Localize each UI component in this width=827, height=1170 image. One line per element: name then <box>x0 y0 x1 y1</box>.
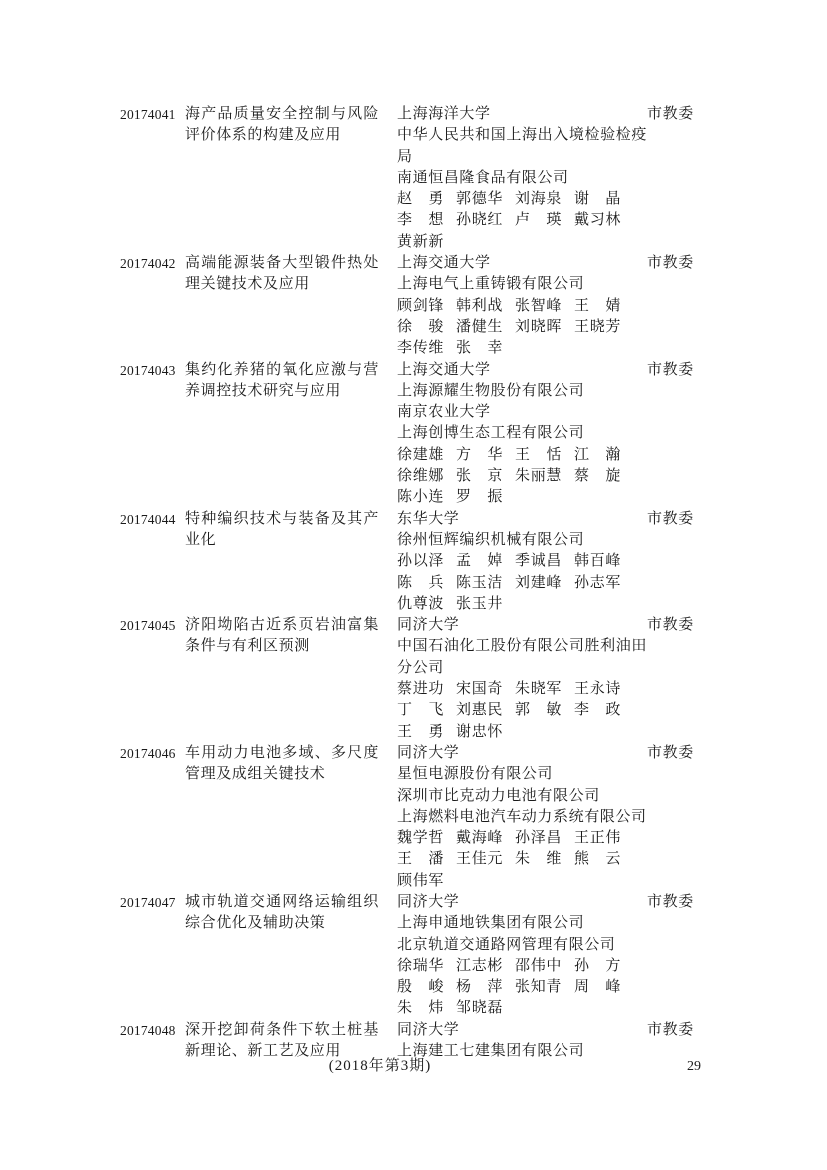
winner-name: 韩 百 峰 <box>574 553 621 570</box>
organization: 同济大学 <box>397 617 460 634</box>
winner-name: 邵 伟 中 <box>515 957 562 974</box>
entry-title: 济阳坳陷古近系页岩油富集条件与有利区预测 <box>185 617 379 655</box>
winner-name: 殷 峻 <box>397 979 444 996</box>
entry-id: 20174046 <box>120 745 176 761</box>
entry-recommender: 市教委 <box>647 744 694 761</box>
winner-name: 熊 云 <box>574 851 621 868</box>
winner-name: 顾 剑 锋 <box>397 297 444 314</box>
organization: 星恒电源股份有限公司 <box>397 766 554 783</box>
winners-row <box>397 487 647 508</box>
entry-organizations-and-winners <box>397 104 647 253</box>
organization: 深圳市比克动力电池有限公司 <box>397 787 600 804</box>
winner-name: 蔡 旋 <box>574 468 621 485</box>
winner-name: 孙 泽 昌 <box>515 830 562 847</box>
award-entry <box>120 743 695 892</box>
winners-row <box>397 573 647 594</box>
winner-name: 徐 维 娜 <box>397 468 444 485</box>
winner-name: 徐 骏 <box>397 318 444 335</box>
winner-name: 江 志 彬 <box>456 957 503 974</box>
winner-name: 陈 兵 <box>397 574 444 591</box>
organization: 上海燃料电池汽车动力系统有限公司 <box>397 808 647 825</box>
winner-name: 周 峰 <box>574 979 621 996</box>
winner-name: 仇 尊 波 <box>397 595 444 612</box>
winner-name: 王 永 诗 <box>574 681 621 698</box>
winner-name: 朱 炜 <box>397 1000 444 1017</box>
winner-name: 朱 丽 慧 <box>515 468 562 485</box>
organization: 上海申通地铁集团有限公司 <box>397 915 585 932</box>
entry-organizations-and-winners <box>397 253 647 359</box>
winner-name: 王 勇 <box>397 723 444 740</box>
winner-name: 陈 小 连 <box>397 489 444 506</box>
winner-name: 孙 以 泽 <box>397 553 444 570</box>
winner-name: 张 京 <box>456 468 503 485</box>
award-entry <box>120 892 695 1020</box>
winner-name: 孙 志 军 <box>574 574 621 591</box>
gazette-page <box>120 104 695 1062</box>
winner-name: 黄 新 新 <box>397 233 444 250</box>
winner-name: 魏 学 哲 <box>397 830 444 847</box>
winner-name: 潘 健 生 <box>456 318 503 335</box>
organization: 中华人民共和国上海出入境检验检疫局 <box>397 127 647 165</box>
entry-id: 20174042 <box>120 256 176 272</box>
entry-recommender: 市教委 <box>647 893 694 910</box>
winner-name: 王 潘 <box>397 851 444 868</box>
organization: 上海交通大学 <box>397 361 491 378</box>
winner-name: 王 佳 元 <box>456 851 503 868</box>
winner-name: 卢 瑛 <box>515 212 562 229</box>
winners-row <box>397 317 647 338</box>
entry-id: 20174048 <box>120 1022 176 1038</box>
entry-organizations-and-winners <box>397 743 647 892</box>
award-entry <box>120 509 695 615</box>
winner-name: 罗 振 <box>456 489 503 506</box>
winners-row <box>397 445 647 466</box>
winners-row <box>397 722 647 743</box>
organization: 同济大学 <box>397 1021 460 1038</box>
winner-name: 方 华 <box>456 446 503 463</box>
page-footer <box>120 1056 701 1078</box>
winners-row <box>397 296 647 317</box>
page-number: 29 <box>687 1059 701 1074</box>
winner-name: 刘 惠 民 <box>456 702 503 719</box>
winner-name: 戴 海 峰 <box>456 830 503 847</box>
entry-organizations-and-winners <box>397 615 647 743</box>
entry-id: 20174044 <box>120 511 176 527</box>
winner-name: 邹 晓 磊 <box>456 1000 503 1017</box>
entry-title: 城市轨道交通网络运输组织综合优化及辅助决策 <box>185 893 379 932</box>
winner-name: 王 恬 <box>515 446 562 463</box>
award-entry <box>120 104 695 253</box>
winner-name: 李 传 维 <box>397 340 444 357</box>
winner-name: 蔡 进 功 <box>397 681 444 698</box>
winner-name: 刘 晓 晖 <box>515 318 562 335</box>
winners-row <box>397 232 647 253</box>
entry-id: 20174041 <box>120 107 176 122</box>
entry-recommender: 市教委 <box>647 255 694 272</box>
entry-recommender: 市教委 <box>647 510 694 527</box>
winner-name: 杨 萍 <box>456 979 503 996</box>
organization: 同济大学 <box>397 744 460 761</box>
winners-row <box>397 828 647 849</box>
entry-recommender: 市教委 <box>647 361 694 378</box>
entry-organizations-and-winners <box>397 509 647 615</box>
organization: 徐州恒辉编织机械有限公司 <box>397 531 585 548</box>
winner-name: 王 晓 芳 <box>574 318 621 335</box>
winner-name: 徐 瑞 华 <box>397 957 444 974</box>
winner-name: 季 诚 昌 <box>515 553 562 570</box>
winner-name: 孟 婥 <box>456 553 503 570</box>
entry-title: 集约化养猪的氧化应激与营养调控技术研究与应用 <box>185 361 379 399</box>
winners-row <box>397 998 647 1019</box>
winners-row <box>397 700 647 721</box>
winner-name: 李 想 <box>397 212 444 229</box>
entry-title: 深开挖卸荷条件下软土桩基新理论、新工艺及应用 <box>185 1021 379 1060</box>
winner-name: 刘 海 泉 <box>515 191 562 208</box>
organization: 上海海洋大学 <box>397 106 491 122</box>
entry-id: 20174047 <box>120 894 176 910</box>
winner-name: 宋 国 奇 <box>456 681 503 698</box>
organization: 南通恒昌隆食品有限公司 <box>397 169 569 186</box>
organization: 同济大学 <box>397 893 460 910</box>
entries-list <box>120 104 695 1062</box>
winner-name: 孙 晓 红 <box>456 212 503 229</box>
winner-name: 朱 维 <box>515 851 562 868</box>
winner-name: 王 正 伟 <box>574 830 621 847</box>
winners-row <box>397 679 647 700</box>
entry-recommender: 市教委 <box>647 1021 694 1038</box>
organization: 上海电气上重铸锻有限公司 <box>397 276 585 293</box>
organization: 南京农业大学 <box>397 404 491 421</box>
winner-name: 戴 习 林 <box>574 212 621 229</box>
entry-organizations-and-winners <box>397 360 647 509</box>
winners-row <box>397 189 647 210</box>
entry-title: 高端能源装备大型锻件热处理关键技术及应用 <box>185 255 379 293</box>
winner-name: 顾 伟 军 <box>397 872 444 889</box>
winner-name: 孙 方 <box>574 957 621 974</box>
winners-row <box>397 849 647 870</box>
organization: 上海交通大学 <box>397 255 491 272</box>
entry-recommender: 市教委 <box>647 617 694 634</box>
entry-title: 海产品质量安全控制与风险评价体系的构建及应用 <box>185 106 379 144</box>
organization: 上海创博生态工程有限公司 <box>397 425 585 442</box>
winners-row <box>397 551 647 572</box>
winner-name: 郭 敏 <box>515 702 562 719</box>
winner-name: 张 智 峰 <box>515 297 562 314</box>
entry-id: 20174045 <box>120 618 176 634</box>
organization: 上海源耀生物股份有限公司 <box>397 382 585 399</box>
winner-name: 张 幸 <box>456 340 503 357</box>
winner-name: 郭 德 华 <box>456 191 503 208</box>
winner-name: 刘 建 峰 <box>515 574 562 591</box>
winners-row <box>397 466 647 487</box>
award-entry <box>120 360 695 509</box>
winner-name: 赵 勇 <box>397 191 444 208</box>
entry-recommender: 市教委 <box>647 106 694 122</box>
award-entry <box>120 615 695 743</box>
winner-name: 徐 建 雄 <box>397 446 444 463</box>
entry-title: 车用动力电池多域、多尺度管理及成组关键技术 <box>185 744 379 783</box>
winner-name: 张 知 青 <box>515 979 562 996</box>
journal-issue: (2018年第3期) <box>328 1058 432 1074</box>
award-entry <box>120 253 695 359</box>
winner-name: 张 玉 井 <box>456 595 503 612</box>
winners-row <box>397 210 647 231</box>
winners-row <box>397 594 647 615</box>
winner-name: 韩 利 战 <box>456 297 503 314</box>
entry-id: 20174043 <box>120 362 176 378</box>
organization: 上海建工七建集团有限公司 <box>397 1043 585 1060</box>
winner-name: 朱 晓 军 <box>515 681 562 698</box>
winner-name: 江 瀚 <box>574 446 621 463</box>
winner-name: 李 政 <box>574 702 621 719</box>
organization: 东华大学 <box>397 510 460 527</box>
winners-row <box>397 338 647 359</box>
winner-name: 王 婧 <box>574 297 621 314</box>
winners-row <box>397 956 647 977</box>
entry-title: 特种编织技术与装备及其产业化 <box>185 510 379 548</box>
winners-row <box>397 871 647 892</box>
winner-name: 谢 忠 怀 <box>456 723 503 740</box>
organization: 中国石油化工股份有限公司胜利油田分公司 <box>397 638 647 676</box>
organization: 北京轨道交通路网管理有限公司 <box>397 936 616 953</box>
winner-name: 陈 玉 洁 <box>456 574 503 591</box>
entry-organizations-and-winners <box>397 892 647 1020</box>
winners-row <box>397 977 647 998</box>
winner-name: 丁 飞 <box>397 702 444 719</box>
winner-name: 谢 晶 <box>574 191 621 208</box>
